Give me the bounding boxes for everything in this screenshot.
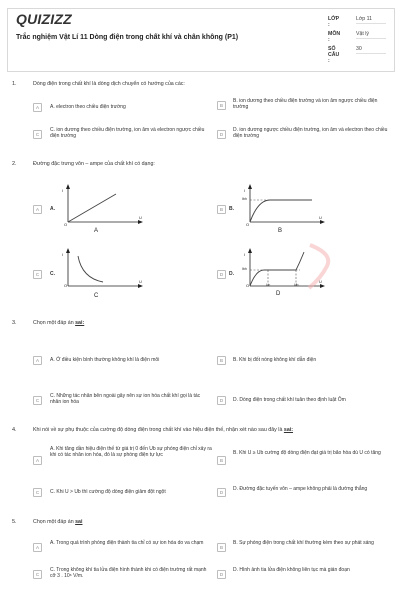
meta-subject-value: Vật lý [356, 31, 386, 39]
option-c-text: C. ion dương theo chiều điện trường, ion âm và electron ngược chiều điện trường [50, 127, 205, 140]
q4-option-d-checkbox[interactable]: D [217, 488, 226, 497]
watermark-mark [305, 242, 335, 292]
graph-c-origin: O [64, 283, 68, 288]
q3-option-d-text: D. Dòng điện trong chất khí tuân theo định luật Ôm [233, 397, 346, 403]
question-4-prompt: Khi nói về sự phụ thuộc của cường độ dòng điện trong chất khí vào hiệu điện thế, nhận xét nào sau đây là [33, 427, 284, 433]
meta-class-label: LỚP : [328, 16, 339, 28]
q2-option-d-checkbox[interactable]: D [217, 270, 226, 279]
graph-b [240, 182, 330, 232]
q4-option-a-checkbox[interactable]: A [33, 456, 42, 465]
q2-option-a-checkbox[interactable]: A [33, 205, 42, 214]
q2-option-a-label: A. [50, 206, 55, 212]
q3-option-c-checkbox[interactable]: C [33, 396, 42, 405]
meta-count-value: 30 [356, 46, 386, 54]
q5-option-d-checkbox[interactable]: D [217, 570, 226, 579]
worksheet-title: Trắc nghiệm Vật Lí 11 Dòng điện trong chất khí và chân không (P1) [16, 34, 239, 41]
graph-b-caption: B [278, 228, 283, 234]
question-3-text [33, 320, 84, 326]
q3-option-d-checkbox[interactable]: D [217, 396, 226, 405]
graph-d-y-label: I [244, 252, 246, 257]
graph-d-uc: Uc [266, 283, 271, 287]
graph-a-x-label: U [139, 215, 142, 220]
question-1-number: 1. [12, 81, 17, 87]
q4-option-b-checkbox[interactable]: B [217, 456, 226, 465]
question-2-text: Đường đặc trưng vôn – ampe của chất khí có dạng: [33, 161, 155, 167]
graph-d-ub: Ub [294, 283, 299, 287]
q2-option-c-label: C. [50, 271, 55, 277]
question-5-emphasis: sai [75, 519, 83, 525]
graph-c-x-label: U [139, 279, 142, 284]
graph-d-origin: O [246, 283, 250, 288]
graph-b-ibh: Ibh [242, 197, 247, 201]
option-b-checkbox[interactable]: B [217, 101, 226, 110]
question-4-number: 4. [12, 427, 17, 433]
q4-option-c-text: C. Khi U > Ub thì cường độ dòng điện giảm đột ngột [50, 489, 166, 495]
graph-d-ibh: Ibh [242, 267, 247, 271]
q3-option-c-text: C. Những tác nhân bên ngoài gây nên sự ion hóa chất khí gọi là tác nhân ion hóa [50, 393, 201, 406]
graph-b-y-label: I [244, 188, 246, 193]
option-a-checkbox[interactable]: A [33, 103, 42, 112]
q3-option-a-checkbox[interactable]: A [33, 356, 42, 365]
option-d-checkbox[interactable]: D [217, 130, 226, 139]
question-5-number: 5. [12, 519, 17, 525]
q4-option-b-text: B. Khi U ≥ Ub cường độ dòng điện đạt giá trị bão hòa dù U có tăng [233, 450, 381, 456]
question-3-number: 3. [12, 320, 17, 326]
q4-option-c-checkbox[interactable]: C [33, 488, 42, 497]
q2-option-b-checkbox[interactable]: B [217, 205, 226, 214]
q3-option-b-text: B. Khi bị đốt nóng không khí dẫn điện [233, 357, 317, 363]
question-5-text [33, 519, 82, 525]
q2-option-b-label: B. [229, 206, 234, 212]
graph-a-y-label: I [62, 188, 64, 193]
graph-a-origin: O [64, 222, 68, 227]
q4-option-a-text: A. Khi tăng dần hiệu điện thế từ giá trị 0 đến Ub sự phóng điện chỉ xảy ra khi có tác nhân ion hóa, đó là sự phóng điện tự lực [50, 446, 212, 459]
q2-option-d-label: D. [229, 271, 234, 277]
question-1-text: Dòng điện trong chất khí là dòng dịch chuyển có hướng của các: [33, 81, 185, 87]
question-2-number: 2. [12, 161, 17, 167]
q5-option-b-checkbox[interactable]: B [217, 543, 226, 552]
q2-option-c-checkbox[interactable]: C [33, 270, 42, 279]
graph-c [58, 246, 148, 296]
graph-d-caption: D [276, 291, 281, 297]
q5-option-c-text: C. Trong không khí tia lửa điện hình thành khi có điện trường rất mạnh cỡ 3 . 10⁶ V/m. [50, 567, 207, 580]
quizizz-logo: QUIZIZZ [16, 11, 72, 27]
q5-option-a-text: A. Trong quá trình phóng điện thành tia chỉ có sự ion hóa do va chạm [50, 540, 204, 546]
option-d-text: D. ion dương ngược chiều điện trường, ion âm và electron theo chiều điện trường [233, 127, 388, 140]
graph-c-caption: C [94, 293, 99, 299]
graph-b-x-label: U [319, 215, 322, 220]
q5-option-d-text: D. Hình ảnh tia lửa điện không liên tục mà gián đoạn [233, 567, 350, 573]
meta-class-value: Lớp 11 [356, 16, 386, 24]
meta-subject-label: MÔN : [328, 31, 341, 43]
option-a-text: A. electron theo chiều điện trường [50, 104, 126, 110]
q5-option-a-checkbox[interactable]: A [33, 543, 42, 552]
question-4-text [33, 427, 293, 433]
option-b-text: B. ion dương theo chiều điện trường và ion âm ngược chiều điện trường [233, 98, 378, 111]
q4-option-d-text: D. Đường đặc tuyến vôn – ampe không phải là đường thẳng [233, 486, 368, 492]
question-5-prompt: Chọn một đáp án [33, 519, 76, 525]
graph-d-x-label: U [319, 279, 322, 284]
graph-b-origin: O [246, 222, 250, 227]
graph-c-y-label: I [62, 252, 64, 257]
graph-a [58, 182, 148, 232]
question-4-emphasis: sai: [283, 427, 294, 433]
question-3-emphasis: sai: [75, 320, 85, 326]
q5-option-c-checkbox[interactable]: C [33, 570, 42, 579]
graph-a-caption: A [94, 228, 99, 234]
q3-option-b-checkbox[interactable]: B [217, 356, 226, 365]
q5-option-b-text: B. Sự phóng điện trong chất khí thường kèm theo sự phát sáng [233, 540, 374, 546]
q3-option-a-text: A. Ở điều kiện bình thường không khí là điện môi [50, 357, 160, 363]
option-c-checkbox[interactable]: C [33, 130, 42, 139]
question-3-prompt: Chọn một đáp án [33, 320, 76, 326]
meta-count-label: SỐ CÂU : [328, 46, 340, 64]
